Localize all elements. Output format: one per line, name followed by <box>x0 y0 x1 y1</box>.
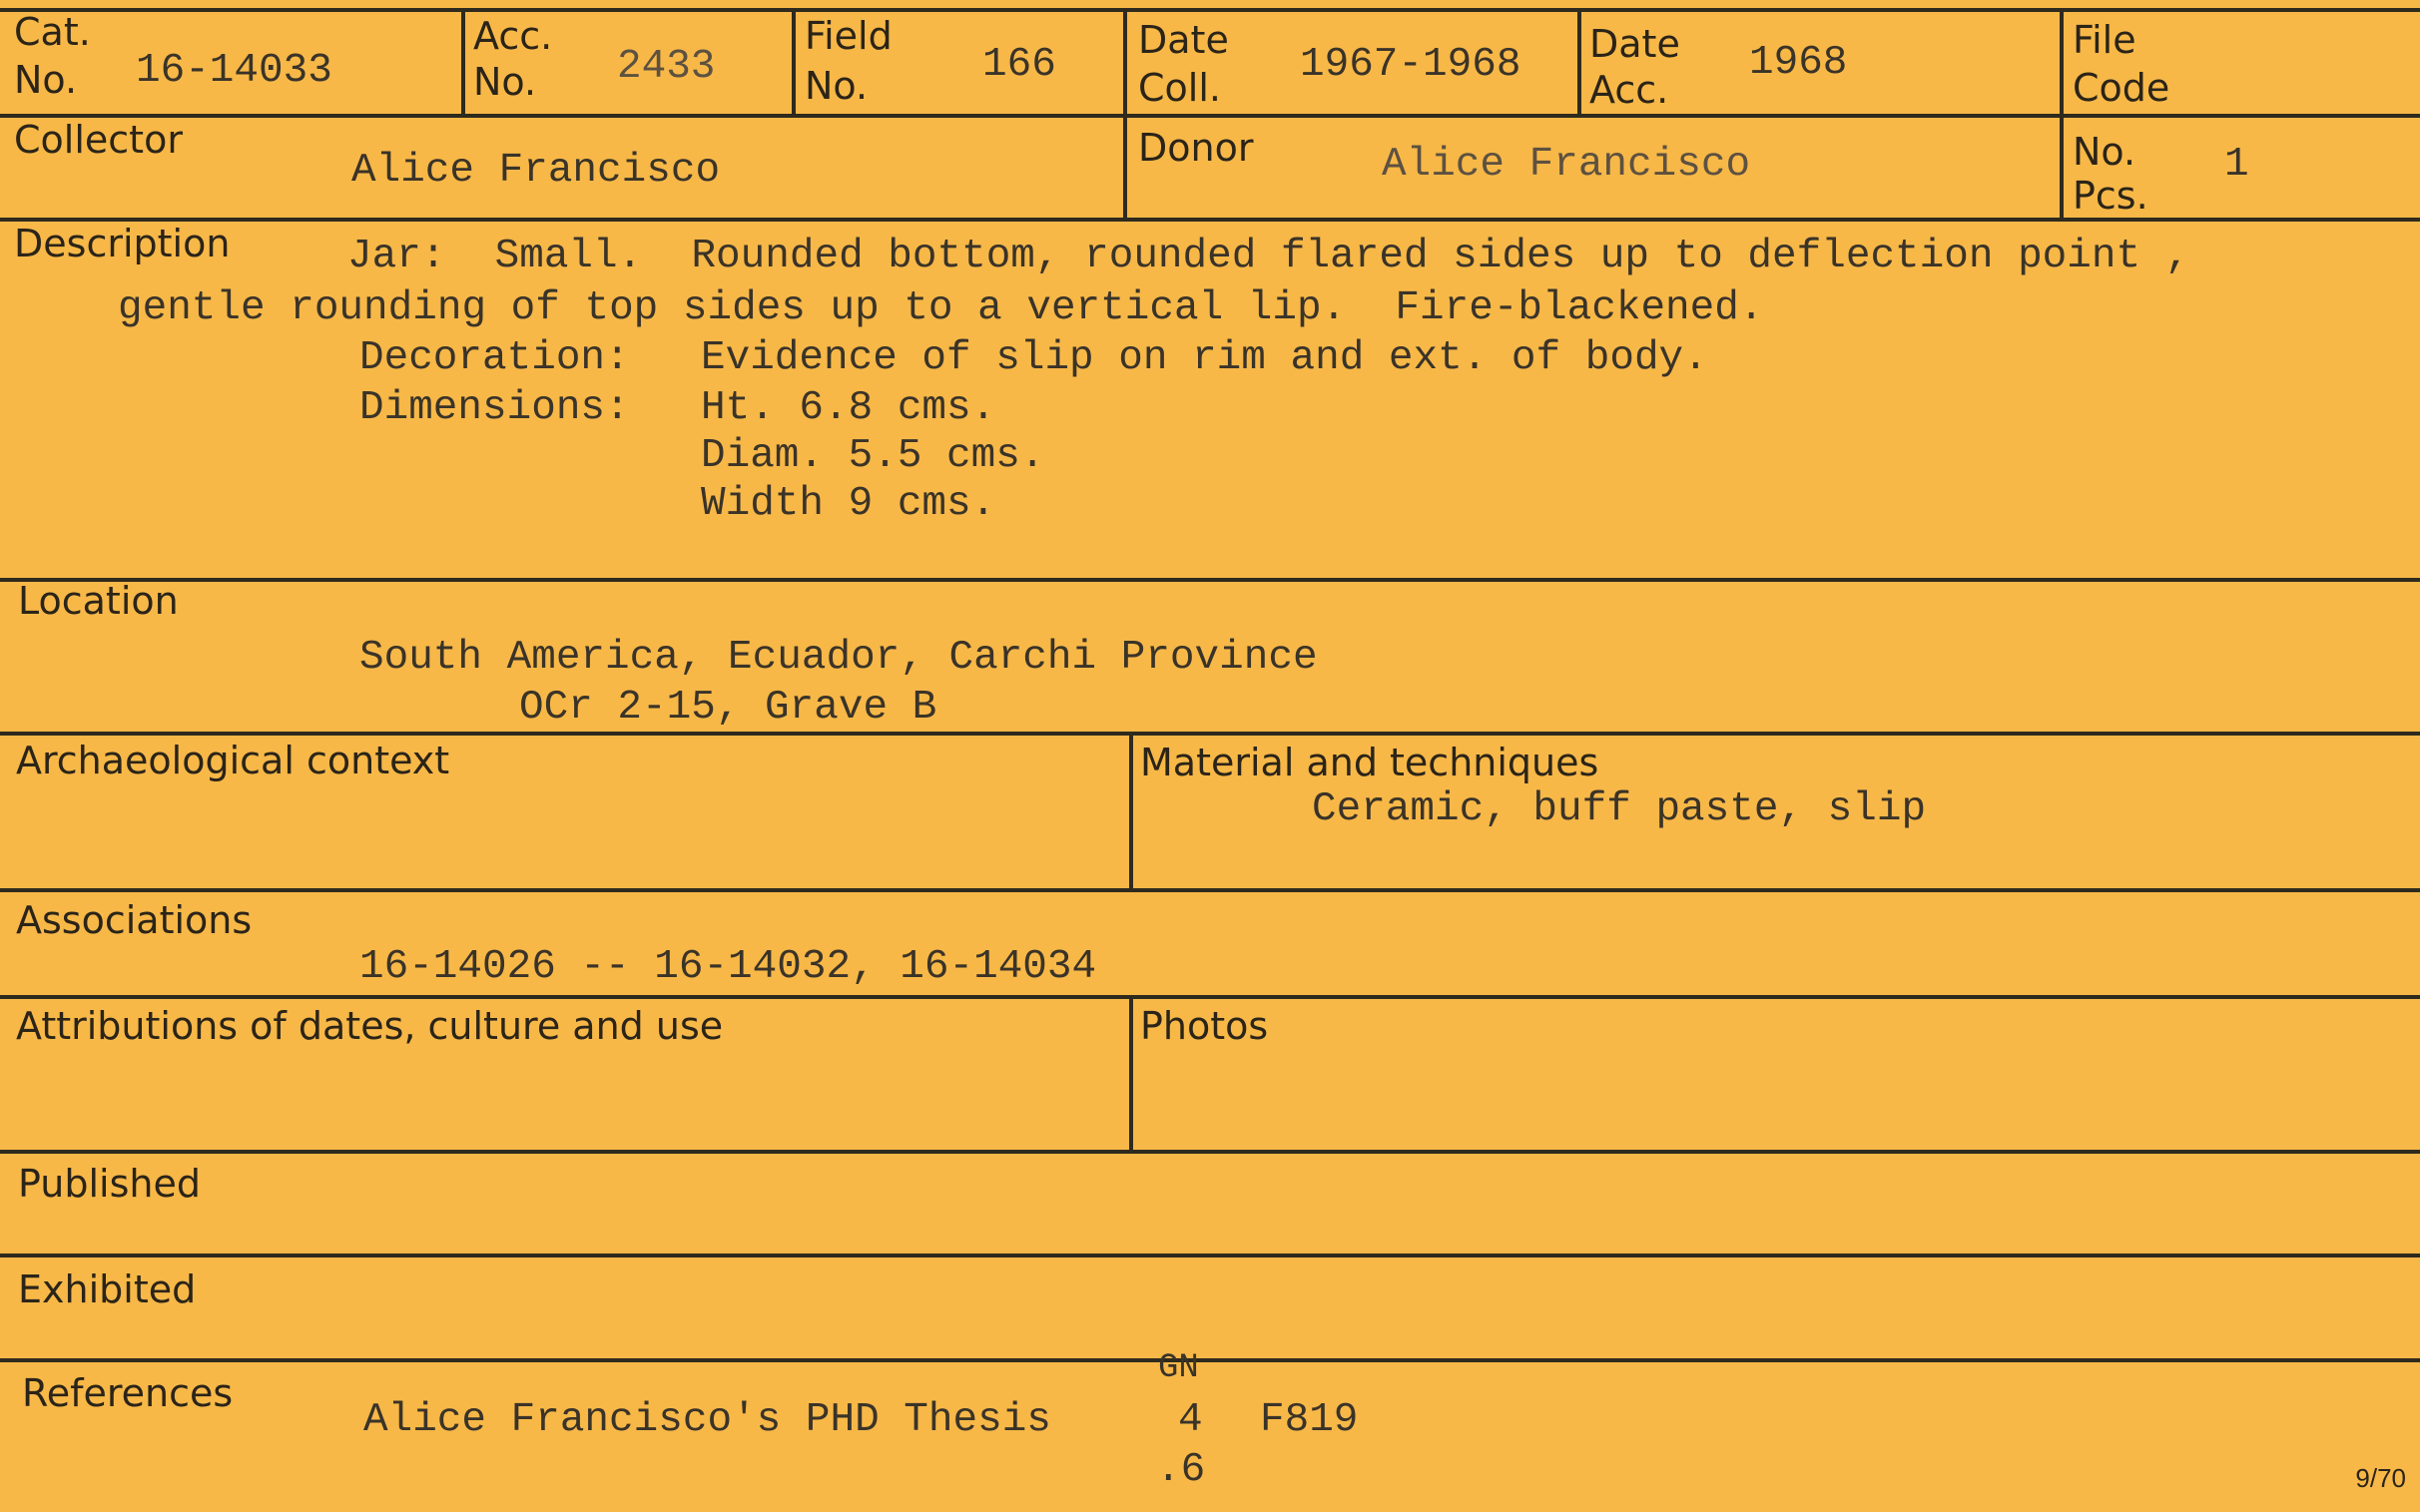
field-no-value: 166 <box>982 42 1056 88</box>
file-label-2: Code <box>2073 66 2170 110</box>
location-label: Location <box>18 579 179 623</box>
associations-value: 16-14026 -- 16-14032, 16-14034 <box>359 944 1097 990</box>
date-acc-value: 1968 <box>1749 40 1848 86</box>
col-divider-cat <box>461 8 465 118</box>
material-value: Ceramic, buff paste, slip <box>1312 786 1927 832</box>
attributions-label: Attributions of dates, culture and use <box>16 1004 724 1048</box>
date-coll-value: 1967-1968 <box>1300 42 1521 88</box>
dimension-width: Width 9 cms. <box>701 481 996 527</box>
acc-label: Acc. <box>473 14 553 58</box>
row-divider-context <box>0 888 2420 892</box>
acc-no-label: No. <box>473 60 537 104</box>
date-coll-label-2: Coll. <box>1138 66 1221 110</box>
references-gn-decimal: .6 <box>1156 1447 1206 1493</box>
row-divider-exhibited <box>0 1358 2420 1362</box>
decoration-label: Decoration: <box>359 335 630 381</box>
references-gn: GN <box>1158 1349 1199 1387</box>
dimensions-label: Dimensions: <box>359 385 630 431</box>
archaeological-context-label: Archaeological context <box>16 739 450 782</box>
photos-label: Photos <box>1140 1004 1269 1048</box>
col-divider-attributions <box>1129 995 1133 1154</box>
description-line-1: Jar: Small. Rounded bottom, rounded flared sides up to deflection point , <box>347 234 2190 279</box>
cat-no-value: 16-14033 <box>136 48 332 94</box>
associations-label: Associations <box>16 898 253 942</box>
field-no-label: No. <box>805 64 869 108</box>
description-label: Description <box>14 222 231 265</box>
col-divider-field <box>1123 8 1127 222</box>
file-label-1: File <box>2073 18 2136 62</box>
row-divider-location <box>0 732 2420 736</box>
dimension-height: Ht. 6.8 cms. <box>701 385 996 431</box>
col-divider-dateacc <box>2060 8 2064 222</box>
material-label: Material and techniques <box>1140 741 1599 784</box>
published-label: Published <box>18 1162 201 1206</box>
location-line-2: OCr 2-15, Grave B <box>519 685 937 731</box>
dimension-diameter: Diam. 5.5 cms. <box>701 433 1045 479</box>
row-divider-collector <box>0 218 2420 222</box>
pcs-label-2: Pcs. <box>2073 174 2148 218</box>
donor-value: Alice Francisco <box>1382 142 1751 188</box>
acc-no-value: 2433 <box>617 44 716 90</box>
decoration-value: Evidence of slip on rim and ext. of body. <box>701 335 1708 381</box>
references-gn-number: 4 <box>1178 1397 1203 1443</box>
pcs-value: 1 <box>2224 142 2249 188</box>
date-acc-label-1: Date <box>1589 22 1680 66</box>
date-acc-label-2: Acc. <box>1589 68 1669 112</box>
donor-label: Donor <box>1138 126 1254 170</box>
cat-label: Cat. <box>14 10 91 54</box>
col-divider-acc <box>792 8 796 118</box>
cat-no-label: No. <box>14 58 78 102</box>
col-divider-context <box>1129 732 1133 892</box>
location-line-1: South America, Ecuador, Carchi Province <box>359 635 1318 681</box>
row-divider-published <box>0 1254 2420 1258</box>
row-divider-description <box>0 578 2420 582</box>
references-code: F819 <box>1260 1397 1359 1443</box>
collector-label: Collector <box>14 118 183 162</box>
description-line-2: gentle rounding of top sides up to a vertical lip. Fire-blackened. <box>118 285 1764 331</box>
date-coll-label-1: Date <box>1138 18 1229 62</box>
row-divider-attributions <box>0 1150 2420 1154</box>
collector-value: Alice Francisco <box>351 148 721 194</box>
field-label: Field <box>805 14 893 58</box>
references-label: References <box>22 1371 234 1415</box>
pcs-label-1: No. <box>2073 130 2136 174</box>
col-divider-datecoll <box>1577 8 1581 118</box>
row-divider-associations <box>0 995 2420 999</box>
top-border <box>0 8 2420 12</box>
references-thesis: Alice Francisco's PHD Thesis <box>363 1397 1051 1443</box>
form-code: 9/70 <box>2355 1463 2406 1493</box>
row-divider-header <box>0 114 2420 118</box>
exhibited-label: Exhibited <box>18 1267 197 1311</box>
